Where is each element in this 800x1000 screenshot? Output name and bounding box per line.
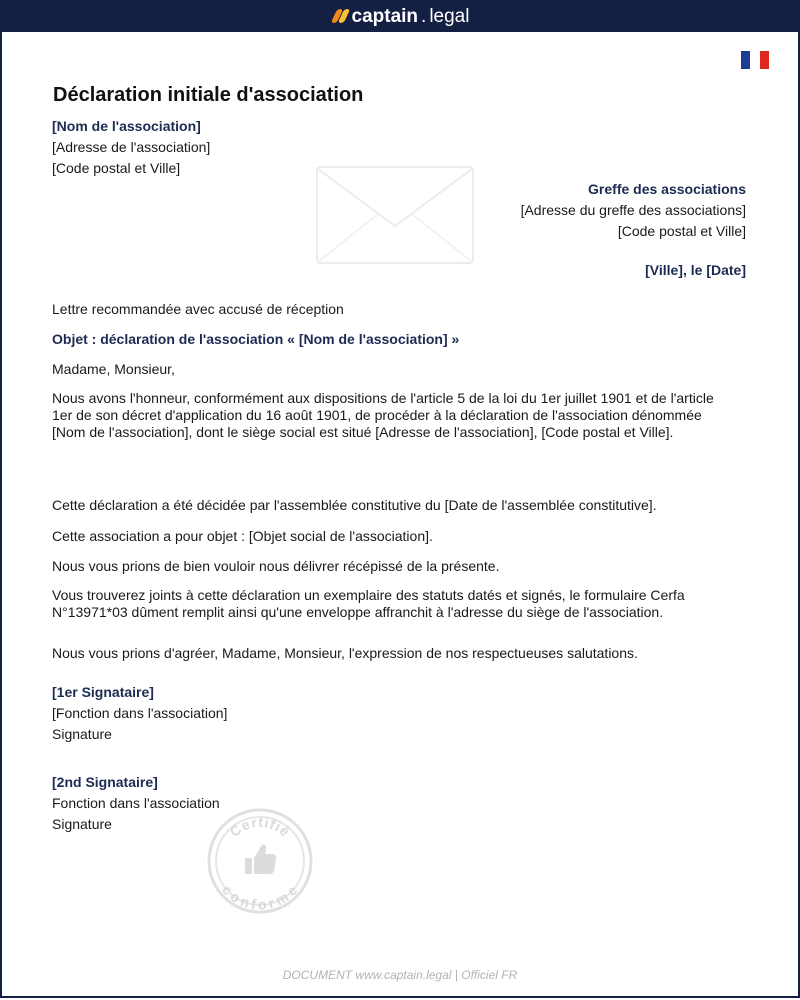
paragraph-declaration: Nous avons l'honneur, conformément aux dispositions de l'article 5 de la loi du 1er juillet 1901 et de l'article 1er de son décret d'application du 16 août 1901, de procéder à la déclaration de l'association dénommée [Nom de l'association], dont le siège social est situé [Adresse de l'association], [Code postal et Ville].	[52, 390, 714, 440]
signatory-2-role: Fonction dans l'association	[52, 795, 220, 811]
place-date: [Ville], le [Date]	[645, 262, 746, 278]
paragraph-assembly: Cette déclaration a été décidée par l'assemblée constitutive du [Date de l'assemblée constitutive].	[52, 497, 657, 513]
svg-text:Certifié	[227, 814, 294, 840]
footer-note: DOCUMENT www.captain.legal | Officiel FR	[282, 968, 518, 982]
paragraph-attachments: Vous trouverez joints à cette déclaration un exemplaire des statuts datés et signés, le formulaire Cerfa N°13971*03 dûment remplit ainsi qu'une enveloppe affranchit à l'adresse du siège de l'association.	[52, 587, 685, 620]
french-flag-icon	[741, 51, 769, 69]
signatory-1-name: [1er Signataire]	[52, 684, 154, 700]
flag-blue-band	[741, 51, 750, 69]
flag-white-band	[750, 51, 759, 69]
signatory-2-signature: Signature	[52, 816, 112, 832]
logo-text-dot: .	[421, 5, 427, 27]
sender-address: [Adresse de l'association]	[52, 139, 211, 155]
recipient-city: [Code postal et Ville]	[617, 223, 746, 239]
sender-name: [Nom de l'association]	[52, 118, 201, 134]
signatory-2-name: [2nd Signataire]	[52, 774, 158, 790]
flag-red-band	[760, 51, 769, 69]
logo-text-captain: captain	[351, 5, 419, 27]
logo-mark-icon	[331, 9, 349, 23]
thumbs-up-icon	[245, 844, 276, 874]
stamp-bottom-text: conforme	[219, 881, 301, 913]
logo-text-legal: legal	[429, 5, 470, 27]
letter-subject: Objet : déclaration de l'association « [Nom de l'association] »	[52, 331, 460, 347]
captain-legal-logo[interactable]	[331, 7, 470, 26]
top-bar	[0, 0, 800, 32]
signatory-1-signature: Signature	[52, 726, 112, 742]
sender-city: [Code postal et Ville]	[52, 160, 181, 176]
svg-text:conforme	[219, 882, 301, 913]
recipient-address: [Adresse du greffe des associations]	[520, 202, 746, 218]
paragraph-closing: Nous vous prions d'agréer, Madame, Monsieur, l'expression de nos respectueuses salutations.	[52, 645, 638, 661]
certified-stamp	[207, 808, 313, 914]
document-title: Déclaration initiale d'association	[53, 84, 364, 106]
signatory-1-role: [Fonction dans l'association]	[52, 705, 228, 721]
recipient-name: Greffe des associations	[588, 181, 746, 197]
envelope-watermark-icon	[316, 166, 474, 264]
paragraph-object: Cette association a pour objet : [Objet social de l'association].	[52, 528, 433, 544]
sending-mode: Lettre recommandée avec accusé de réception	[52, 301, 344, 317]
salutation: Madame, Monsieur,	[52, 361, 175, 377]
paragraph-receipt: Nous vous prions de bien vouloir nous délivrer récépissé de la présente.	[52, 558, 500, 574]
stamp-top-text: Certifié	[226, 813, 294, 841]
